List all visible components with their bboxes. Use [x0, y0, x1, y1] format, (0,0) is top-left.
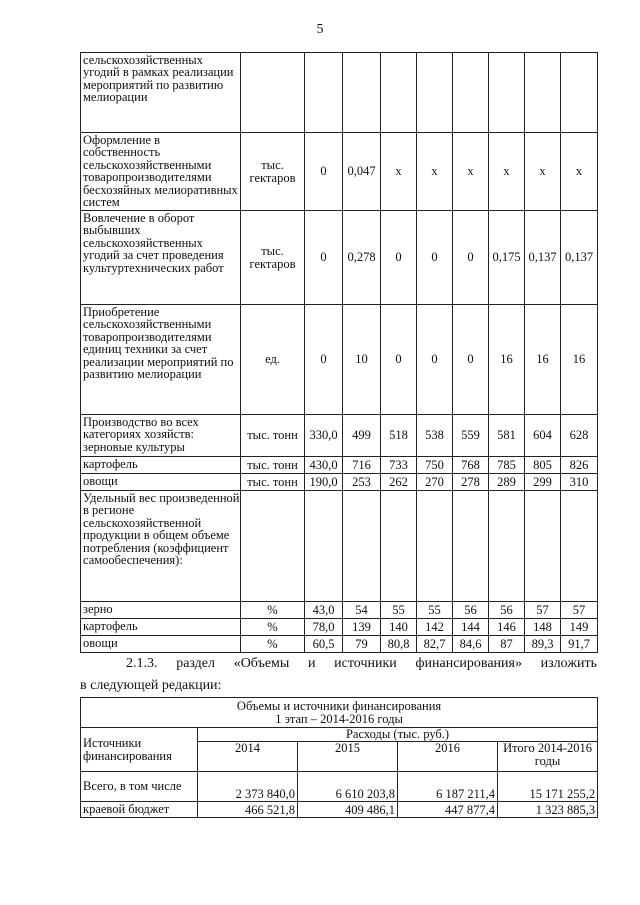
row-value: 80,8 — [381, 636, 417, 653]
row-value — [381, 491, 417, 602]
row-value — [453, 491, 489, 602]
table-row — [81, 636, 598, 653]
row-value: 628 — [561, 415, 598, 457]
sources-header: Источники финансирования — [81, 728, 198, 772]
row-value — [343, 53, 381, 133]
row-value — [561, 53, 598, 133]
row-name: Приобретение сельскохозяйственными товаропроизводителями единиц техники за счет реализации мероприятий по развитию мелиорации — [81, 305, 241, 415]
total-2014: 2 373 840,0 — [198, 772, 298, 802]
row-value: 0,278 — [343, 211, 381, 305]
row-value: 750 — [417, 457, 453, 474]
row-value — [305, 491, 343, 602]
regional-2016: 447 877,4 — [398, 802, 498, 818]
row-value: 0 — [453, 211, 489, 305]
total-2015: 6 610 203,8 — [298, 772, 398, 802]
row-value: 278 — [453, 474, 489, 491]
row-name: Оформление в собственность сельскохозяйственными товаропроизводителями бесхозяйных мелиоративных систем — [81, 133, 241, 211]
row-value: 0 — [305, 133, 343, 211]
row-name: картофель — [81, 619, 241, 636]
row-value: x — [561, 133, 598, 211]
row-value: 716 — [343, 457, 381, 474]
row-name: Удельный вес произведенной в регионе сельскохозяйственной продукции в общем объеме потребления (коэффициент самообеспечения): — [81, 491, 241, 602]
row-value: 604 — [525, 415, 561, 457]
row-value: 253 — [343, 474, 381, 491]
financing-table — [80, 697, 598, 818]
row-value: 91,7 — [561, 636, 598, 653]
row-value: 16 — [561, 305, 598, 415]
table-row — [81, 415, 598, 457]
row-value — [417, 53, 453, 133]
indicators-table — [80, 52, 598, 653]
row-unit: % — [241, 636, 305, 653]
regional-2014: 466 521,8 — [198, 802, 298, 818]
row-unit: тыс. тонн — [241, 457, 305, 474]
table-row — [81, 211, 598, 305]
row-value: 89,3 — [525, 636, 561, 653]
table-row — [81, 457, 598, 474]
regional-2015: 409 486,1 — [298, 802, 398, 818]
row-value: 299 — [525, 474, 561, 491]
row-value: 0 — [381, 211, 417, 305]
row-unit: тыс. гектаров — [241, 211, 305, 305]
table-row — [81, 602, 598, 619]
row-value: x — [453, 133, 489, 211]
row-value: 139 — [343, 619, 381, 636]
row-value: 144 — [453, 619, 489, 636]
row-value: 56 — [489, 602, 525, 619]
row-value: 826 — [561, 457, 598, 474]
row-value: 60,5 — [305, 636, 343, 653]
row-value: 148 — [525, 619, 561, 636]
row-value — [525, 53, 561, 133]
row-value: 140 — [381, 619, 417, 636]
row-value: 262 — [381, 474, 417, 491]
row-value: 0 — [417, 305, 453, 415]
row-value: 10 — [343, 305, 381, 415]
row-unit: ед. — [241, 305, 305, 415]
row-value: 805 — [525, 457, 561, 474]
row-value: 499 — [343, 415, 381, 457]
row-value: 270 — [417, 474, 453, 491]
row-value: x — [381, 133, 417, 211]
row-total-label: Всего, в том числе — [81, 772, 198, 802]
row-value: 16 — [489, 305, 525, 415]
row-value — [343, 491, 381, 602]
row-value: 581 — [489, 415, 525, 457]
section-paragraph — [80, 653, 597, 697]
row-value: 87 — [489, 636, 525, 653]
row-value: 146 — [489, 619, 525, 636]
row-value: 430,0 — [305, 457, 343, 474]
row-value: 54 — [343, 602, 381, 619]
row-unit: тыс. тонн — [241, 474, 305, 491]
row-value: 0 — [453, 305, 489, 415]
total-2016: 6 187 211,4 — [398, 772, 498, 802]
page-number: 5 — [316, 22, 324, 37]
row-value: 768 — [453, 457, 489, 474]
row-value: 57 — [561, 602, 598, 619]
expenses-header: Расходы (тыс. руб.) — [198, 728, 598, 742]
row-value: 0,137 — [525, 211, 561, 305]
row-value — [305, 53, 343, 133]
row-value: 16 — [525, 305, 561, 415]
row-value: 733 — [381, 457, 417, 474]
row-unit: тыс. гектаров — [241, 133, 305, 211]
table-row — [81, 305, 598, 415]
row-name: картофель — [81, 457, 241, 474]
row-value: 43,0 — [305, 602, 343, 619]
table-row — [81, 619, 598, 636]
row-name: Вовлечение в оборот выбывших сельскохозяйственных угодий за счет проведения культуртехнических работ — [81, 211, 241, 305]
row-value: 0,047 — [343, 133, 381, 211]
row-unit: тыс. тонн — [241, 415, 305, 457]
row-value: 149 — [561, 619, 598, 636]
row-value: 55 — [381, 602, 417, 619]
row-value: 56 — [453, 602, 489, 619]
row-value: 84,6 — [453, 636, 489, 653]
row-name: зерно — [81, 602, 241, 619]
row-unit — [241, 53, 305, 133]
column-2015: 2015 — [298, 742, 398, 772]
row-value — [489, 53, 525, 133]
row-unit — [241, 491, 305, 602]
table-row — [81, 491, 598, 602]
row-regional-label: краевой бюджет — [81, 802, 198, 818]
row-value: 190,0 — [305, 474, 343, 491]
row-value: 559 — [453, 415, 489, 457]
table-row — [81, 474, 598, 491]
row-value: 330,0 — [305, 415, 343, 457]
row-value: 82,7 — [417, 636, 453, 653]
row-value — [417, 491, 453, 602]
table-row — [81, 53, 598, 133]
row-value: 0 — [417, 211, 453, 305]
row-value: 289 — [489, 474, 525, 491]
financing-title-line-1: Объемы и источники финансирования — [236, 698, 442, 713]
row-value: x — [525, 133, 561, 211]
row-unit: % — [241, 602, 305, 619]
paragraph-line-1: 2.1.3. раздел «Объемы и источники финансирования» изложить — [126, 656, 597, 671]
financing-title-line-2: 1 этап – 2014-2016 годы — [275, 711, 403, 726]
row-value — [381, 53, 417, 133]
row-value: 518 — [381, 415, 417, 457]
row-value: 538 — [417, 415, 453, 457]
table-row — [81, 133, 598, 211]
row-value — [561, 491, 598, 602]
row-value: 0 — [305, 305, 343, 415]
row-value: 310 — [561, 474, 598, 491]
row-name: овощи — [81, 474, 241, 491]
row-name: Производство во всех категориях хозяйств: зерновые культуры — [81, 415, 241, 457]
row-value: 57 — [525, 602, 561, 619]
row-value: 0,175 — [489, 211, 525, 305]
row-value: 785 — [489, 457, 525, 474]
row-unit: % — [241, 619, 305, 636]
row-name: овощи — [81, 636, 241, 653]
row-value: 0 — [381, 305, 417, 415]
column-total: Итого 2014-2016 годы — [498, 742, 598, 772]
financing-title — [81, 698, 598, 728]
row-value — [525, 491, 561, 602]
row-value: x — [489, 133, 525, 211]
column-2014: 2014 — [198, 742, 298, 772]
row-value: 0 — [305, 211, 343, 305]
row-value: 78,0 — [305, 619, 343, 636]
row-value: 0,137 — [561, 211, 598, 305]
column-2016: 2016 — [398, 742, 498, 772]
row-value: 142 — [417, 619, 453, 636]
row-value: 79 — [343, 636, 381, 653]
total-sum: 15 171 255,2 — [498, 772, 598, 802]
row-value: x — [417, 133, 453, 211]
paragraph-line-2: в следующей редакции: — [80, 678, 222, 693]
row-value: 55 — [417, 602, 453, 619]
row-value — [453, 53, 489, 133]
row-name: сельскохозяйственных угодий в рамках реализации мероприятий по развитию мелиорации — [81, 53, 241, 133]
regional-sum: 1 323 885,3 — [498, 802, 598, 818]
row-value — [489, 491, 525, 602]
